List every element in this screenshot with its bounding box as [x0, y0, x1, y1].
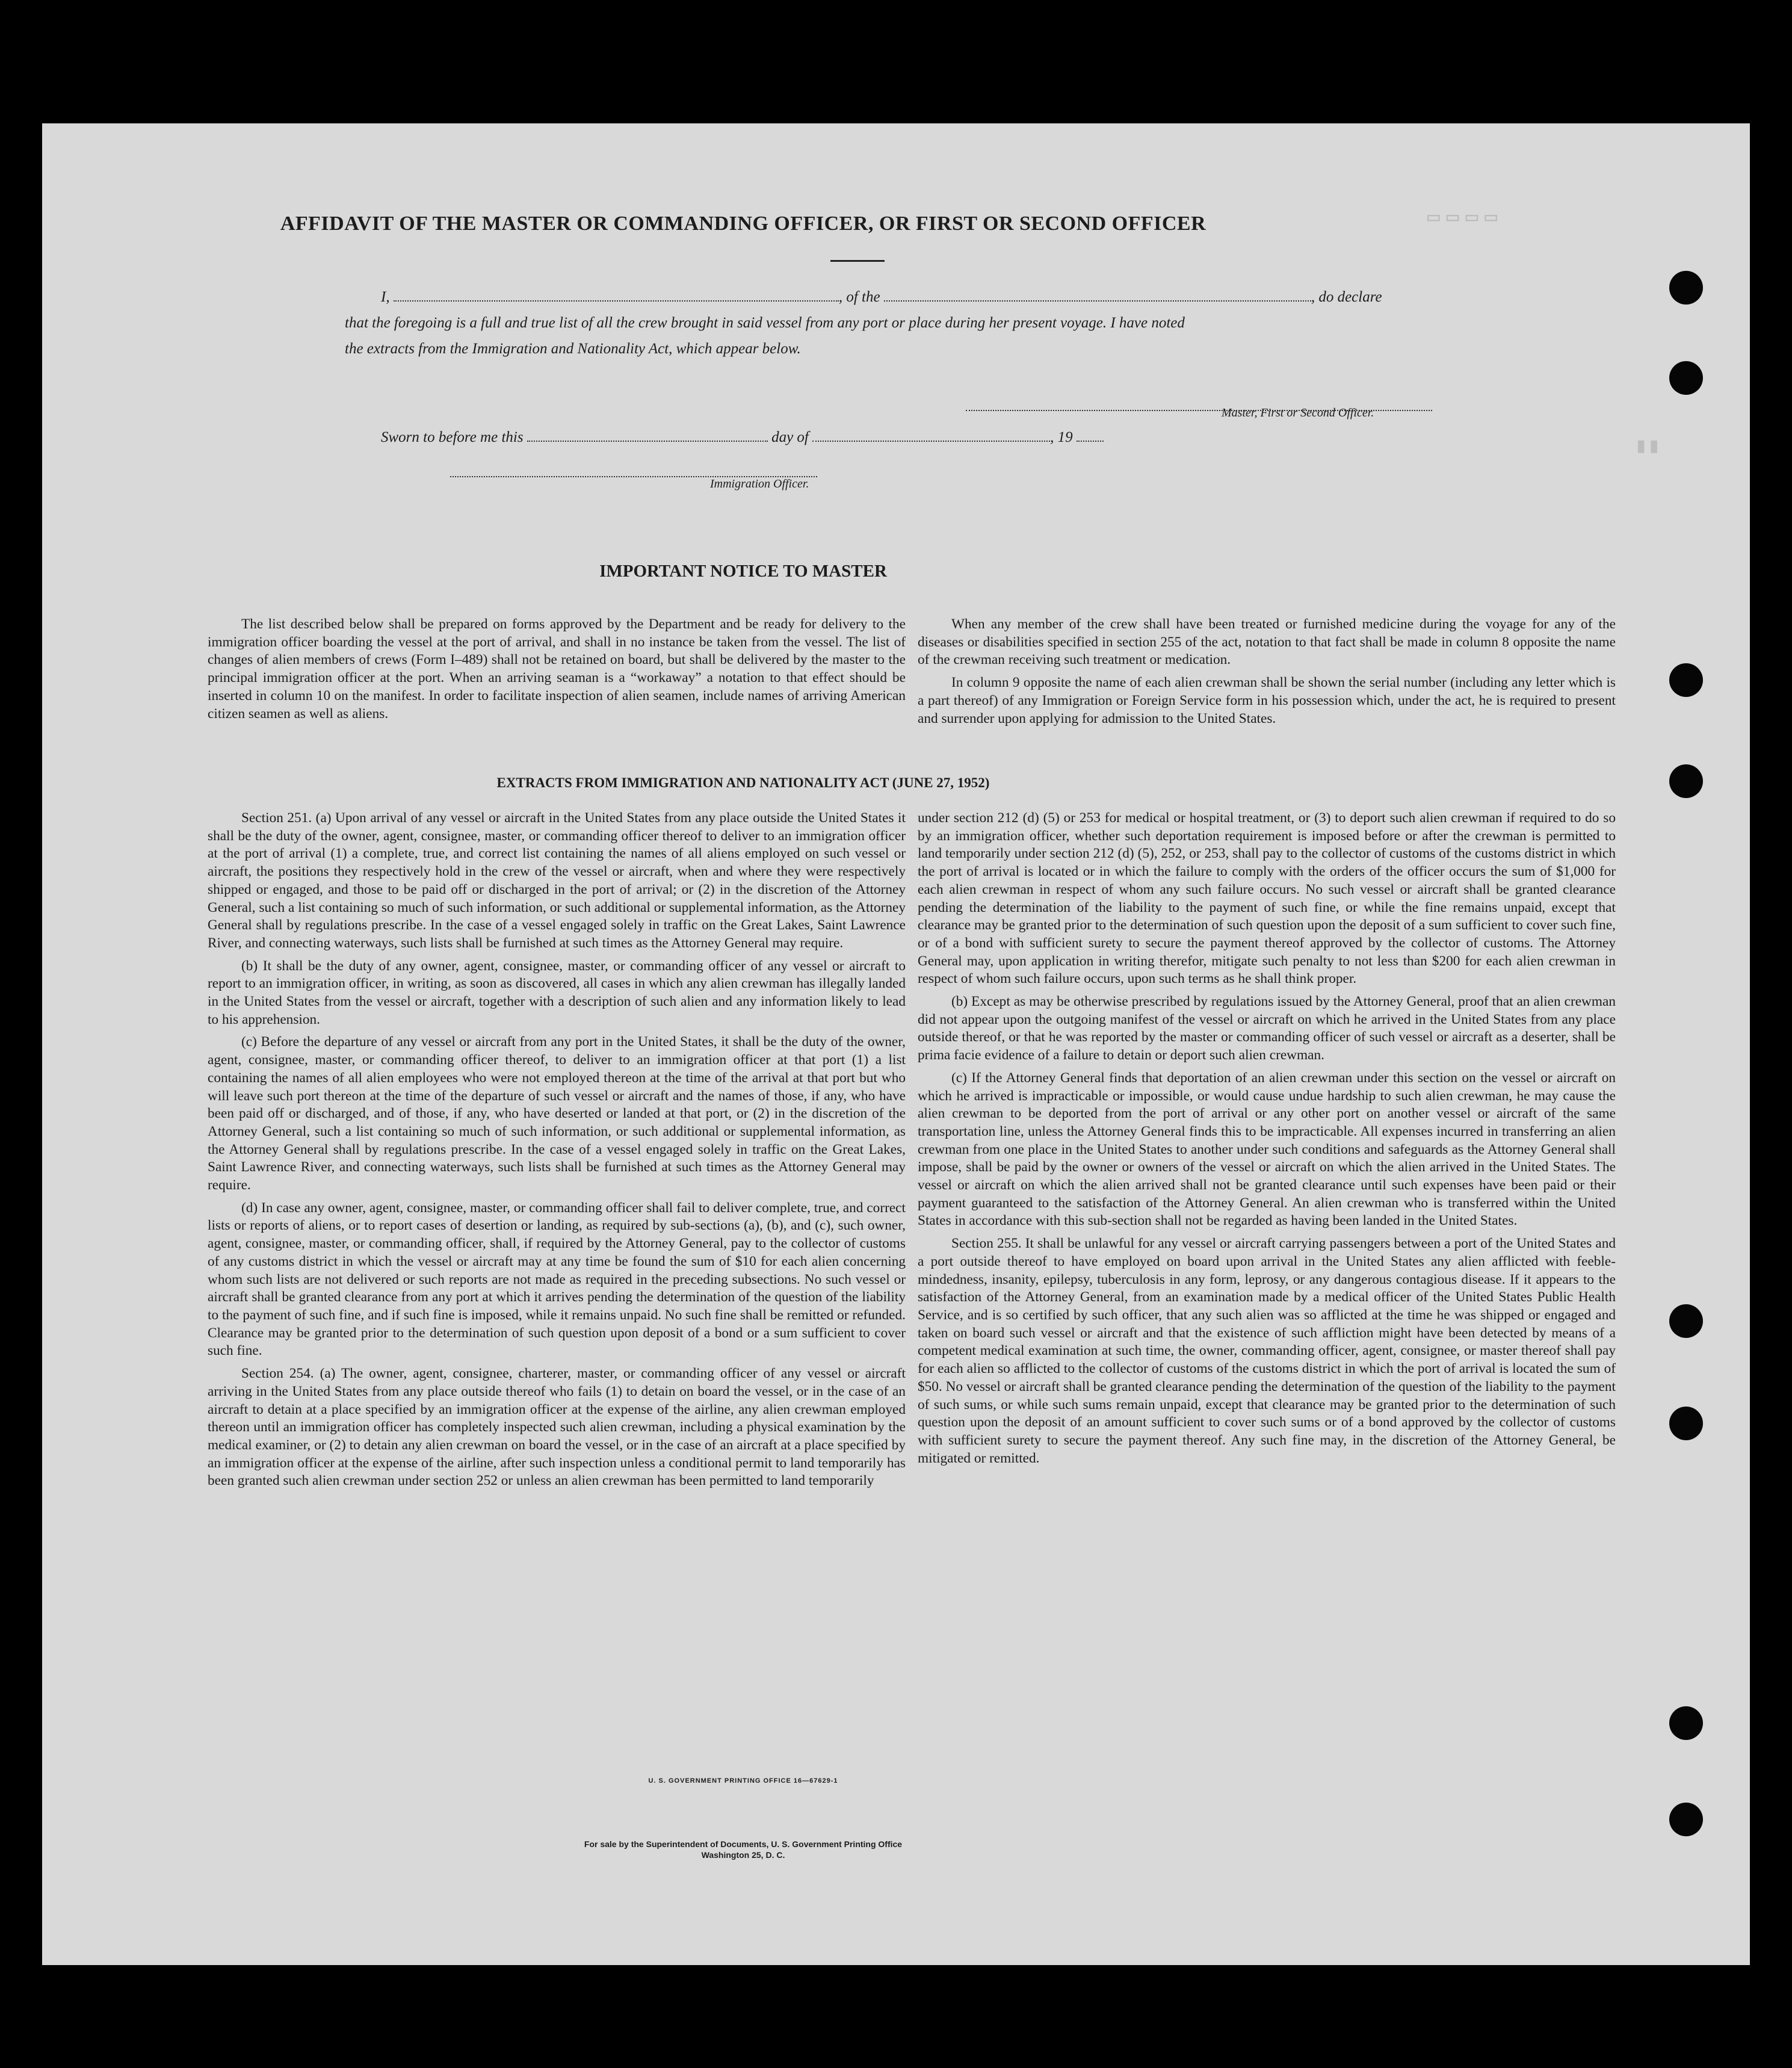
bleed-through-mark: ▮ ▮	[1637, 436, 1658, 454]
important-notice-heading: IMPORTANT NOTICE TO MASTER	[599, 562, 887, 581]
extract-paragraph-continued: under section 212 (d) (5) or 253 for medical or hospital treatment, or (3) to deport such alien crewman if required to do so by an immigration officer, whether such deportation requirement is imposed before or after the crewman is permitted to land temporarily under section 212 (d) (5), 252, or 253, shall pay to the collector of customs of the customs district in which the port of arrival is located or in which the failure to comply with the orders of the officer occurs the sum of $1,000 for each alien crewman in respect of whom any such failure occurs. No such vessel or aircraft shall be granted clearance pending the determination of the liability to the payment of such fine, or while the fine remains unpaid, except that clearance may be granted prior to the determination of such question upon the deposit of a sum sufficient to cover such fine, or of a bond with sufficient surety to secure the payment thereof approved by the collector of customs. The Attorney General may, upon application in writing therefor, mitigate such penalty to not less than $200 for each alien crewman in respect of whom such failure occurs, upon such terms as he shall think proper.	[918, 810, 1616, 987]
year-prefix-label: , 19	[1050, 429, 1073, 445]
sale-notice	[42, 1839, 1444, 1860]
affidavit-title: AFFIDAVIT OF THE MASTER OR COMMANDING OFFICER, OR FIRST OR SECOND OFFICER	[280, 212, 1207, 235]
notice-left-column	[208, 616, 906, 723]
declarant-name-field[interactable]	[394, 289, 839, 302]
declaration-text-line: the extracts from the Immigration and Nationality Act, which appear below.	[345, 341, 801, 357]
form-page	[42, 123, 1750, 1965]
day-of-label: day of	[771, 429, 809, 445]
sworn-line	[381, 429, 1104, 446]
sworn-year-field[interactable]	[1077, 430, 1104, 442]
notice-paragraph: In column 9 opposite the name of each alien crewman shall be shown the serial number (including any letter which is a part thereof) of any Immigration or Foreign Service form in his possession which, under the act, he is required to present and surrender upon applying for admission to the United States.	[918, 675, 1616, 726]
bleed-through-mark: ▭ ▭ ▭ ▭	[1426, 208, 1498, 226]
extract-paragraph: (b) Except as may be otherwise prescribed by regulations issued by the Attorney General, proof that an alien crewman did not appear upon the outgoing manifest of the vessel or aircraft on which he arrived in the United States from any place outside thereof, or that he was reported by the master or commanding officer of such vessel or aircraft as a deserter, shall be prima facie evidence of a failure to detain or deport such alien crewman.	[918, 994, 1616, 1063]
extract-paragraph: Section 255. It shall be unlawful for any vessel or aircraft carrying passengers between a port of the United States and a port outside thereof to have employed on board upon arrival in the United States any alien afflicted with feeble-mindedness, insanity, epilepsy, tuberculosis in any form, leprosy, or any dangerous contagious disease. If it appears to the satisfaction of the Attorney General, from an examination made by a medical officer of the United States Public Health Service, and is so certified by such officer, that any such alien was so afflicted at the time he was shipped or engaged and taken on board such vessel or aircraft and that the existence of such affliction might have been detected by means of a competent medical examination at such time, the owner, commanding officer, agent, consignee, or master thereof shall pay for each alien so afflicted to the collector of customs of the customs district in which the port of arrival is located the sum of $50. No vessel or aircraft shall be granted clearance pending the determination of the question of the liability to the payment of such sums, or while such sums remain unpaid, except that clearance may be granted prior to the determination of such question upon the deposit of an amount sufficient to cover such sums or of a bond approved by the collector of customs with sufficient surety to secure the payment thereof. Any such fine may, in the discretion of the Attorney General, be mitigated or remitted.	[918, 1236, 1616, 1466]
notice-paragraph: When any member of the crew shall have been treated or furnished medicine during the voyage for any of the diseases or disabilities specified in section 255 of the act, notation to that fact shall be made in column 8 opposite the name of the crewman receiving such treatment or medication.	[918, 616, 1616, 668]
immigration-officer-signature-field[interactable]	[450, 465, 817, 477]
punch-hole-icon	[1669, 764, 1703, 798]
extracts-heading: EXTRACTS FROM IMMIGRATION AND NATIONALITY ACT (JUNE 27, 1952)	[496, 775, 990, 790]
declaration-i-label: I,	[381, 289, 390, 305]
punch-hole-icon	[1669, 1803, 1703, 1836]
sworn-day-field[interactable]	[527, 430, 768, 442]
gpo-imprint: U. S. GOVERNMENT PRINTING OFFICE 16—67629-1	[648, 1777, 838, 1785]
extract-paragraph: Section 254. (a) The owner, agent, consignee, charterer, master, or commanding officer of any vessel or aircraft arriving in the United States from any place outside thereof who fails (1) to detain on board the vessel, or in the case of an aircraft to detain at a place specified by an immigration officer at the expense of the airline, any alien crewman employed thereon until an immigration officer has completely inspected such alien crewman, including a physical examination by the medical examiner, or (2) to detain any alien crewman on board the vessel, or in the case of an aircraft at a place specified by an immigration officer at the expense of the airline, after such inspection unless a conditional permit to land temporarily has been granted such alien crewman under section 252 or unless an alien crewman has been permitted to land temporarily	[208, 1366, 906, 1489]
punch-hole-icon	[1669, 1304, 1703, 1338]
extract-paragraph: (b) It shall be the duty of any owner, agent, consignee, master, or commanding officer of any vessel or aircraft to report to an immigration officer, in writing, as soon as discovered, all cases in which any alien crewman has illegally landed in the United States from the vessel or aircraft, together with a description of such alien and any information likely to lead to his apprehension.	[208, 958, 906, 1027]
punch-hole-icon	[1669, 663, 1703, 697]
extracts-left-column	[208, 810, 906, 1490]
punch-hole-icon	[1669, 271, 1703, 305]
extract-paragraph: (d) In case any owner, agent, consignee, master, or commanding officer shall fail to deliver complete, true, and correct lists or reports of aliens, or to report cases of desertion or landing, as required by sub-sections (a), (b), and (c), such owner, agent, consignee, master, or commanding officer, shall, if required by the Attorney General, pay to the collector of customs of any customs district in which the vessel or aircraft may at any time be found the sum of $10 for each alien concerning whom such lists are not delivered or such reports are not made as required in the preceding subsections. No such vessel or aircraft shall be granted clearance from any port at which it arrives pending the determination of the question of the liability to the payment of such fine, and if such fine is imposed, while it remains unpaid. No such fine shall be remitted or refunded. Clearance may be granted prior to the determination of such question upon deposit of a bond or a sum sufficient to cover such fine.	[208, 1200, 906, 1359]
declaration-text-line: that the foregoing is a full and true list of all the crew brought in said vessel from any port or place during her present voyage. I have noted	[345, 315, 1185, 331]
punch-hole-icon	[1669, 1407, 1703, 1440]
declaration-line	[381, 289, 1382, 306]
immigration-officer-caption: Immigration Officer.	[710, 477, 809, 491]
declaration-of-the-label: , of the	[838, 289, 880, 305]
title-rule	[830, 260, 885, 262]
notice-paragraph: The list described below shall be prepared on forms approved by the Department and be ready for delivery to the immigration officer boarding the vessel at the port of arrival, and shall in no instance be taken from the vessel. The list of changes of alien members of crews (Form I–489) shall not be retained on board, but shall be delivered by the master to the principal immigration officer at the port. When an arriving seaman is a “workaway” a notation to that effect should be inserted in column 10 on the manifest. In order to facilitate inspection of alien seamen, include names of arriving American citizen seamen as well as aliens.	[208, 616, 906, 722]
punch-hole-icon	[1669, 361, 1703, 395]
vessel-name-field[interactable]	[884, 289, 1311, 302]
extract-paragraph: Section 251. (a) Upon arrival of any vessel or aircraft in the United States from any place outside the United States it shall be the duty of the owner, agent, consignee, master, or commanding officer thereof to deliver to an immigration officer at the port of arrival (1) a complete, true, and correct list containing the names of all aliens employed on such vessel or aircraft, the positions they respectively hold in the crew of the vessel or aircraft, when and where they were respectively shipped or engaged, and those to be paid off or discharged in the port of arrival; or (2) in the discretion of the Attorney General, such a list containing so much of such information, or such additional or supplemental information, as the Attorney General shall by regulations prescribe. In the case of a vessel engaged solely in traffic on the Great Lakes, Saint Lawrence River, and connecting waterways, such lists shall be furnished at such times as the Attorney General may require.	[208, 810, 906, 951]
notice-right-column	[918, 616, 1616, 728]
extracts-right-column	[918, 810, 1616, 1467]
sale-notice-line: Washington 25, D. C.	[701, 1850, 785, 1860]
sworn-label: Sworn to before me this	[381, 429, 524, 445]
sworn-month-field[interactable]	[812, 430, 1050, 442]
declaration-do-declare-label: , do declare	[1311, 289, 1382, 305]
master-signature-caption: Master, First or Second Officer.	[1222, 406, 1374, 419]
extract-paragraph: (c) If the Attorney General finds that deportation of an alien crewman under this section on the vessel or aircraft on which he arrived is impracticable or impossible, or would cause undue hardship to such alien crewman, he may cause the alien crewman to be deported from the port of arrival or any other port on another vessel or aircraft of the same transportation line, unless the Attorney General finds this to be impracticable. All expenses incurred in transferring an alien crewman from one place in the United States to another under such conditions and safeguards as the Attorney General shall impose, shall be paid by the owner or owners of the vessel or aircraft on which the alien arrived in the United States. The vessel or aircraft on which the alien arrived shall not be granted clearance until such expenses have been paid or their payment guaranteed to the satisfaction of the Attorney General. An alien crewman who is transferred within the United States in accordance with this sub-section shall not be regarded as having been landed in the United States.	[918, 1070, 1616, 1229]
sale-notice-line: For sale by the Superintendent of Documents, U. S. Government Printing Office	[584, 1839, 903, 1849]
punch-hole-icon	[1669, 1706, 1703, 1740]
extract-paragraph: (c) Before the departure of any vessel or aircraft from any port in the United States, it shall be the duty of the owner, agent, consignee, master, or commanding officer thereof, to deliver to an immigration officer at that port (1) a list containing the names of all alien employees who were not employed thereon at the time of the arrival at that port but who will leave such port thereon at the time of the departure of such vessel or aircraft and the names of those, if any, who have been paid off or discharged, and of those, if any, who have deserted or landed at that port, or (2) in the discretion of the Attorney General, such a list containing so much of such information, or such additional or supplemental information, as the Attorney General shall by regulations prescribe. In the case of a vessel engaged solely in traffic on the Great Lakes, Saint Lawrence River, and connecting waterways, such lists shall be furnished at such times as the Attorney General may require.	[208, 1034, 906, 1193]
